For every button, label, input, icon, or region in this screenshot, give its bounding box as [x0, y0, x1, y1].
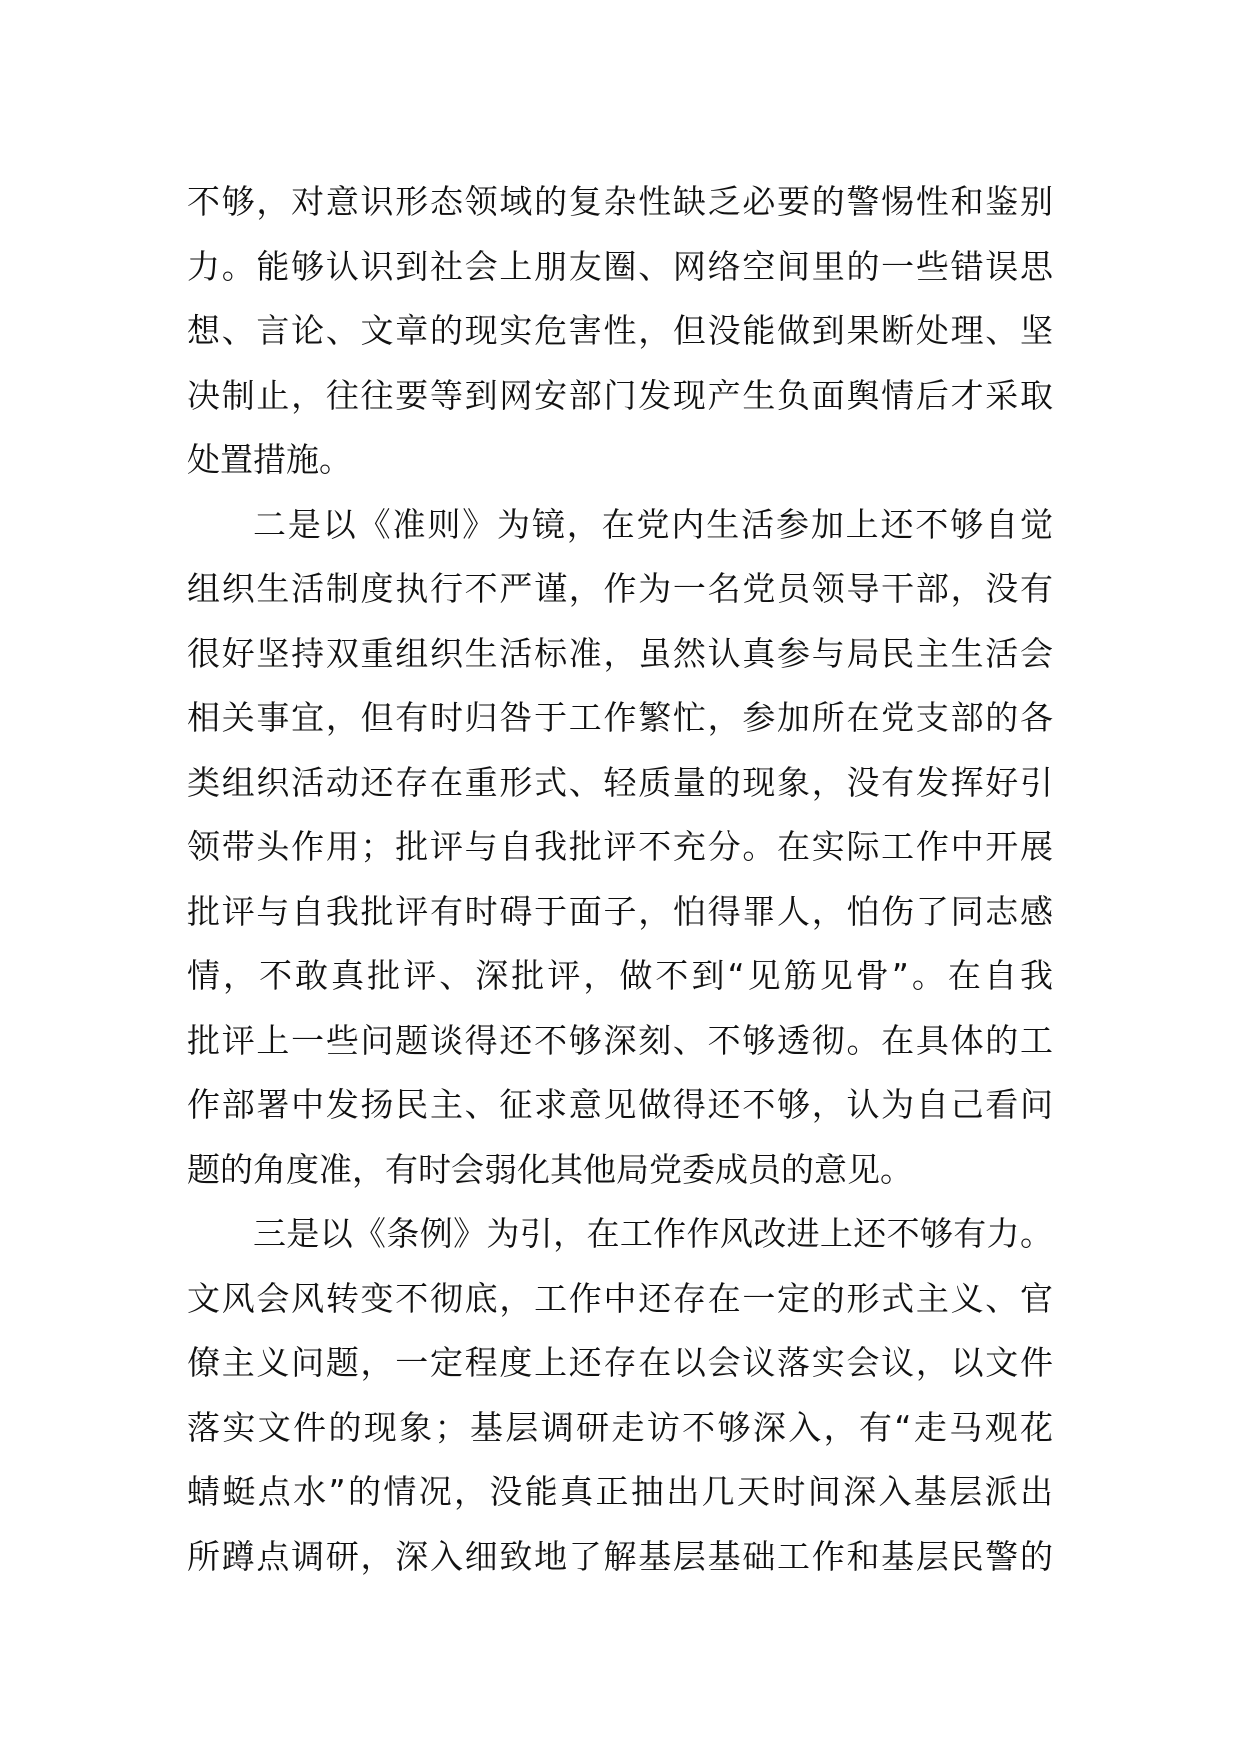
text-line: 组织生活制度执行不严谨，作为一名党员领导干部，没有 — [187, 569, 1053, 608]
paragraph-3 — [187, 1202, 1053, 1589]
text-line: 力。能够认识到社会上朋友圈、网络空间里的一些错误思 — [187, 246, 1053, 286]
text-line: 情，不敢真批评、深批评，做不到“见筋见骨”。在自我 — [187, 956, 1053, 995]
text-line: 所蹲点调研，深入细致地了解基层基础工作和基层民警的 — [187, 1536, 1053, 1576]
text-line: 作部署中发扬民主、征求意见做得还不够，认为自己看问 — [187, 1085, 1053, 1124]
text-line: 处置措施。 — [187, 440, 352, 479]
text-line: 相关事宜，但有时归咎于工作繁忙，参加所在党支部的各 — [187, 698, 1053, 737]
paragraph-1 — [187, 170, 1053, 493]
text-line: 批评与自我批评有时碍于面子，怕得罪人，怕伤了同志感 — [187, 891, 1053, 931]
text-line: 文风会风转变不彻底，工作中还存在一定的形式主义、官 — [187, 1278, 1053, 1318]
text-line: 僚主义问题，一定程度上还存在以会议落实会议，以文件 — [187, 1343, 1053, 1382]
text-line: 蜻蜓点水”的情况，没能真正抽出几天时间深入基层派出 — [187, 1472, 1053, 1511]
text-line: 很好坚持双重组织生活标准，虽然认真参与局民主生活会 — [187, 633, 1053, 673]
text-line: 三是以《条例》为引，在工作作风改进上还不够有力。 — [253, 1214, 1053, 1253]
text-line: 类组织活动还存在重形式、轻质量的现象，没有发挥好引 — [187, 762, 1053, 802]
text-line: 题的角度准，有时会弱化其他局党委成员的意见。 — [187, 1149, 913, 1189]
text-line: 想、言论、文章的现实危害性，但没能做到果断处理、坚 — [187, 311, 1053, 350]
text-line: 落实文件的现象；基层调研走访不够深入，有“走马观花 — [187, 1407, 1053, 1447]
text-line: 批评上一些问题谈得还不够深刻、不够透彻。在具体的工 — [187, 1020, 1053, 1060]
text-line: 不够，对意识形态领域的复杂性缺乏必要的警惕性和鉴别 — [187, 182, 1053, 221]
document-body — [187, 170, 1053, 1589]
paragraph-2 — [187, 493, 1053, 1203]
text-line: 二是以《准则》为镜，在党内生活参加上还不够自觉 — [253, 504, 1053, 544]
text-line: 领带头作用；批评与自我批评不充分。在实际工作中开展 — [187, 827, 1053, 866]
text-line: 决制止，往往要等到网安部门发现产生负面舆情后才采取 — [187, 375, 1053, 415]
